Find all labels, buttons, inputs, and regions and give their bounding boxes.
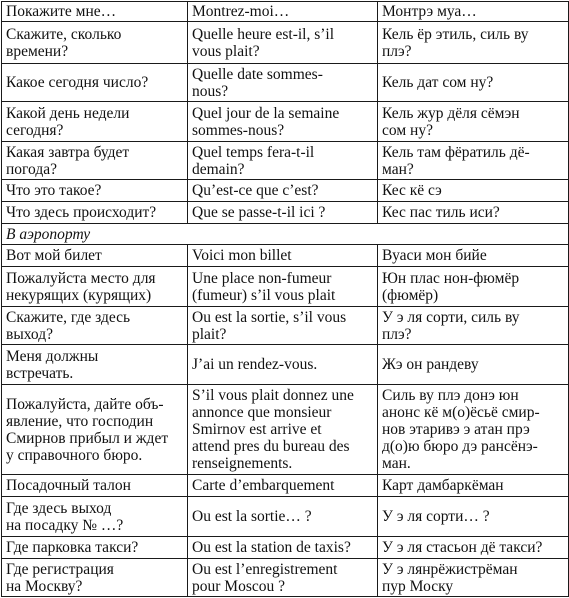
table-row: [2, 102, 569, 142]
french-cell: Ou est la sortie, s’il vous plait?: [188, 307, 378, 345]
russian-cell: Какое сегодня число?: [2, 64, 188, 102]
russian-cell: Пожалуйста, дайте объ- явление, что господин Смирнов прибыл и ждет у справочного бюро.: [2, 385, 188, 475]
table-row: [2, 497, 569, 537]
transcription-cell: Вуаси мон бийе: [378, 245, 569, 267]
table-row: [2, 245, 569, 267]
russian-cell: Скажите, сколько времени?: [2, 22, 188, 64]
russian-cell: Где парковка такси?: [2, 537, 188, 559]
header-russian: Покажите мне…: [2, 2, 188, 22]
transcription-cell: Силь ву плэ донэ юн анонс кё м(о)ёсьё смир- нов этаривэ э атан прэ д(о)ю бюро дэ рансёнэ- ман.: [378, 385, 569, 475]
french-cell: Ou est la station de taxis?: [188, 537, 378, 559]
table-row: [2, 142, 569, 180]
table-row: [2, 537, 569, 559]
transcription-cell: У э ля сорти, силь ву плэ?: [378, 307, 569, 345]
table-row: [2, 559, 569, 597]
transcription-cell: Кель жур дёля сёмэн сом ну?: [378, 102, 569, 142]
transcription-cell: У э ля сорти… ?: [378, 497, 569, 537]
russian-cell: Посадочный талон: [2, 475, 188, 497]
table-row: [2, 267, 569, 307]
french-cell: Quelle date sommes- nous?: [188, 64, 378, 102]
table-row: [2, 22, 569, 64]
french-cell: Que se passe-t-il ici ?: [188, 202, 378, 224]
header-french: Montrez-moi…: [188, 2, 378, 22]
transcription-cell: Жэ он рандеву: [378, 345, 569, 385]
header-transcription: Монтрэ муа…: [378, 2, 569, 22]
section-title: В аэропорту: [2, 224, 569, 245]
phrasebook-table: [1, 1, 569, 597]
table-row: [2, 345, 569, 385]
table-row: [2, 385, 569, 475]
table-row: [2, 307, 569, 345]
table-row: [2, 64, 569, 102]
transcription-cell: Кес кё сэ: [378, 180, 569, 202]
russian-cell: Какой день недели сегодня?: [2, 102, 188, 142]
french-cell: Une place non-fumeur (fumeur) s’il vous plait: [188, 267, 378, 307]
french-cell: Ou est l’enregistrement pour Moscou ?: [188, 559, 378, 597]
russian-cell: Что это такое?: [2, 180, 188, 202]
transcription-cell: Карт дамбаркёман: [378, 475, 569, 497]
table-row: [2, 180, 569, 202]
table-row: [2, 475, 569, 497]
transcription-cell: Кес пас тиль иси?: [378, 202, 569, 224]
transcription-cell: Юн плас нон-фюмёр (фюмёр): [378, 267, 569, 307]
french-cell: S’il vous plait donnez une annonce que monsieur Smirnov est arrive et attend pres du bureau des renseignements.: [188, 385, 378, 475]
russian-cell: Вот мой билет: [2, 245, 188, 267]
russian-cell: Какая завтра будет погода?: [2, 142, 188, 180]
french-cell: J’ai un rendez-vous.: [188, 345, 378, 385]
table-header-row: [2, 2, 569, 22]
russian-cell: Пожалуйста место для некурящих (курящих): [2, 267, 188, 307]
russian-cell: Скажите, где здесь выход?: [2, 307, 188, 345]
transcription-cell: Кель там фёратиль дё- ман?: [378, 142, 569, 180]
russian-cell: Где здесь выход на посадку № …?: [2, 497, 188, 537]
french-cell: Ou est la sortie… ?: [188, 497, 378, 537]
french-cell: Quelle heure est-il, s’il vous plait?: [188, 22, 378, 64]
section-row: [2, 224, 569, 245]
russian-cell: Что здесь происходит?: [2, 202, 188, 224]
transcription-cell: У э лянрёжистрёман пур Моску: [378, 559, 569, 597]
table-row: [2, 202, 569, 224]
french-cell: Carte d’embarquement: [188, 475, 378, 497]
russian-cell: Меня должны встречать.: [2, 345, 188, 385]
french-cell: Quel temps fera-t-il demain?: [188, 142, 378, 180]
french-cell: Voici mon billet: [188, 245, 378, 267]
transcription-cell: Кель ёр этиль, силь ву плэ?: [378, 22, 569, 64]
russian-cell: Где регистрация на Москву?: [2, 559, 188, 597]
transcription-cell: Кель дат сом ну?: [378, 64, 569, 102]
french-cell: Quel jour de la semaine sommes-nous?: [188, 102, 378, 142]
transcription-cell: У э ля стасьон дё такси?: [378, 537, 569, 559]
french-cell: Qu’est-ce que c’est?: [188, 180, 378, 202]
